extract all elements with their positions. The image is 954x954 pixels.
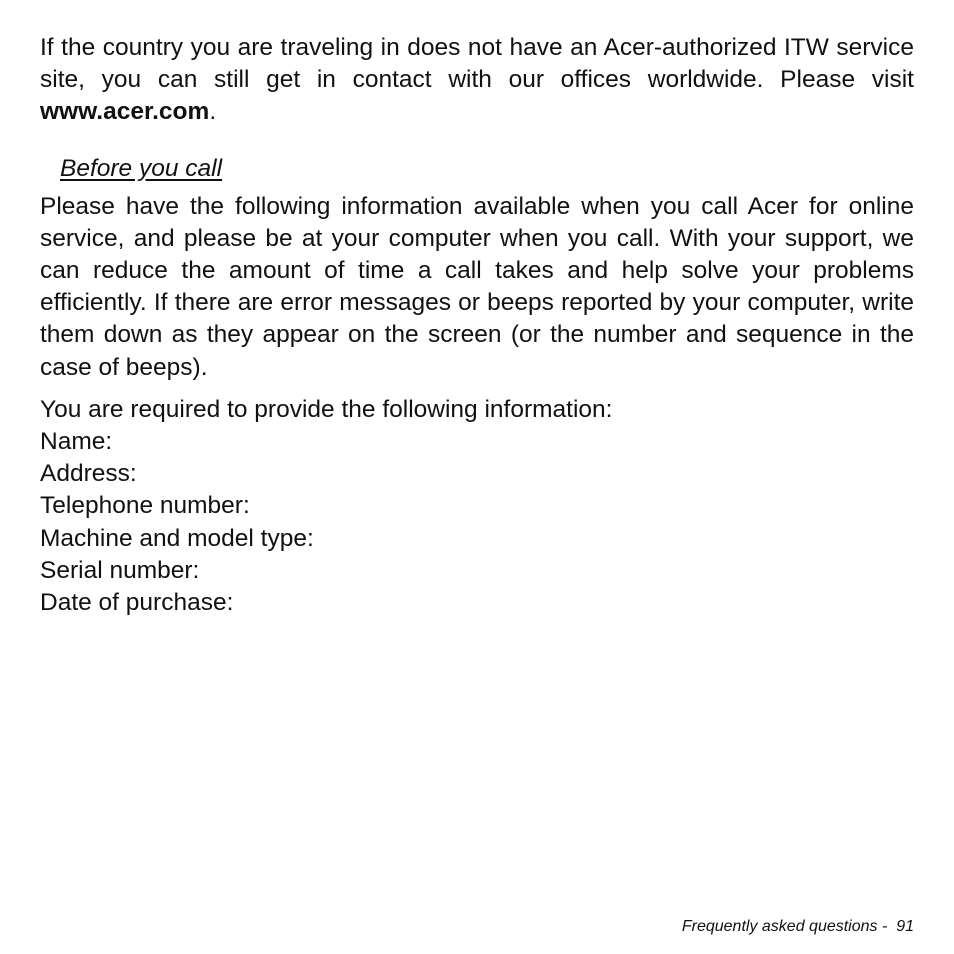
page-number: 91: [896, 918, 914, 935]
required-fields-list: [40, 426, 914, 619]
intro-period: .: [209, 98, 217, 126]
field-date-of-purchase: Date of purchase:: [40, 589, 234, 617]
required-info-label: You are required to provide the following information:: [40, 395, 613, 423]
footer-section-title: Frequently asked questions -: [681, 918, 892, 935]
acer-website-link: www.acer.com: [40, 98, 210, 126]
page-footer: [682, 916, 914, 938]
field-machine-model: Machine and model type:: [40, 524, 314, 552]
field-address: Address:: [40, 460, 137, 488]
field-serial-number: Serial number:: [40, 556, 200, 584]
intro-text: If the country you are traveling in does not have an Acer-authorized ITW service site, you can still get in contact with our offices worldwide. Please visit: [40, 34, 914, 94]
call-paragraph: Please have the following information available when you call Acer for online service, and please be at your computer when you call. With your support, we can reduce the amount of time a call takes and help solve your problems efficiently. If there are error messages or beeps reported by your computer, write them down as they appear on the screen (or the number and sequence in the case of beeps).: [40, 192, 914, 381]
section-heading: Before you call: [60, 154, 223, 182]
field-name: Name:: [40, 428, 113, 456]
field-telephone: Telephone number:: [40, 492, 250, 520]
document-page: [40, 32, 914, 619]
intro-paragraph: [40, 32, 914, 129]
